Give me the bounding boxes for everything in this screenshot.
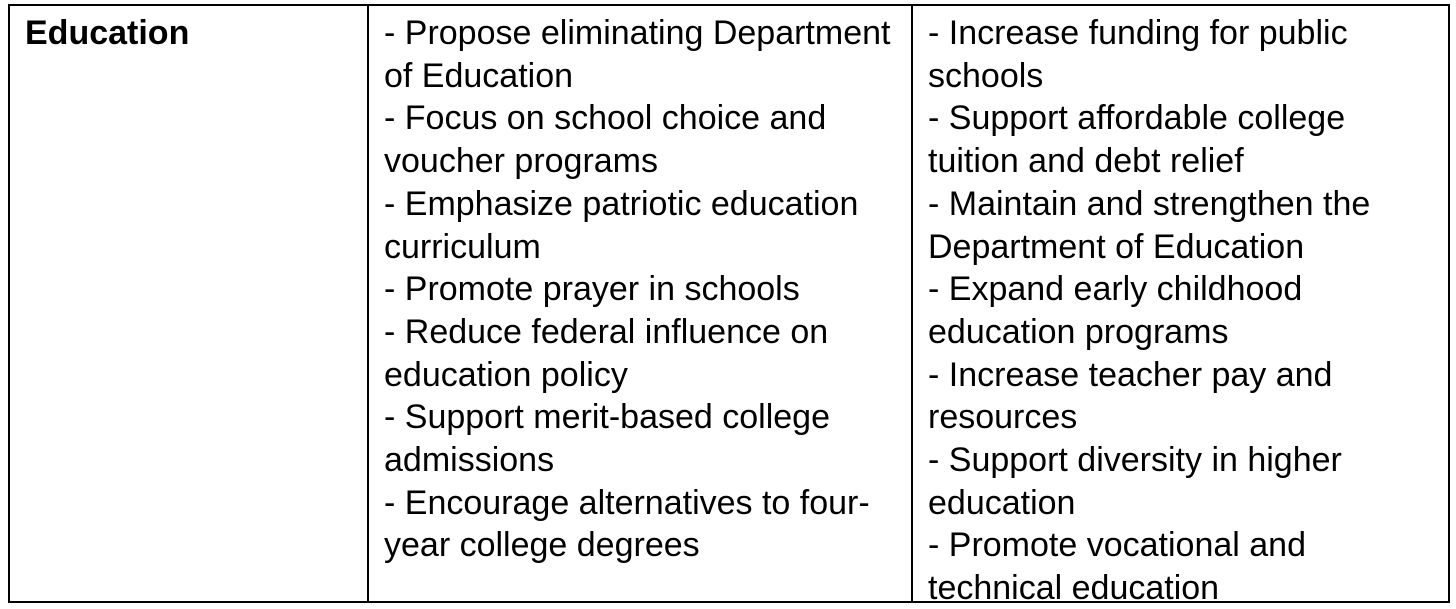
policy-list-b xyxy=(928,12,1440,601)
policy-point: - Expand early childhood education programs xyxy=(928,270,1303,351)
policy-point: - Promote vocational and technical education xyxy=(928,526,1306,601)
policy-point: - Encourage alternatives to four-year college degrees xyxy=(384,483,870,565)
policy-point: - Support diversity in higher education xyxy=(928,441,1342,522)
policy-point: - Promote prayer in schools xyxy=(384,270,800,309)
policy-point: - Propose eliminating Department of Education xyxy=(384,14,891,95)
policy-point: - Focus on school choice and voucher programs xyxy=(384,99,827,181)
policy-point: - Maintain and strengthen the Department of Education xyxy=(928,184,1371,266)
policy-list-a xyxy=(384,12,903,567)
policy-point: - Reduce federal influence on education policy xyxy=(384,312,829,394)
policy-point: - Increase teacher pay and resources xyxy=(928,355,1333,437)
policy-point: - Support affordable college tuition and debt relief xyxy=(928,99,1346,181)
education-policy-table xyxy=(8,4,1450,603)
policy-point: - Emphasize patriotic education curriculum xyxy=(384,184,859,266)
policy-column-b xyxy=(911,6,1448,601)
topic-label: Education xyxy=(25,14,190,52)
topic-cell xyxy=(10,6,367,601)
policy-point: - Increase funding for public schools xyxy=(928,14,1348,95)
policy-point: - Support merit-based college admissions xyxy=(384,398,831,480)
policy-column-a xyxy=(367,6,911,601)
